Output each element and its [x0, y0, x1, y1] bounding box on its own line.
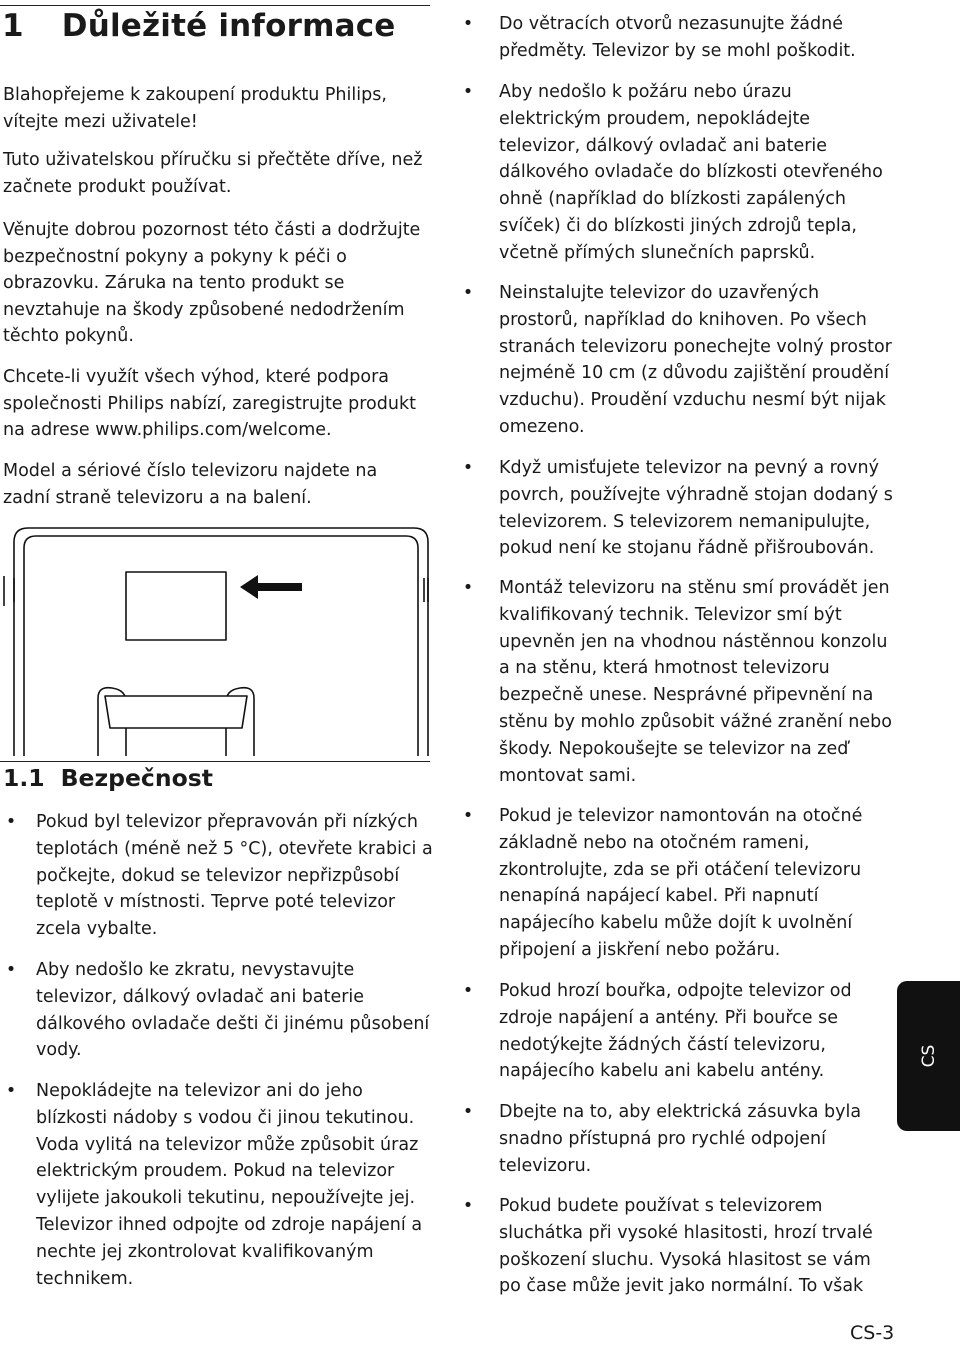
subsection-title: Bezpečnost [60, 764, 213, 792]
arrow-icon [240, 575, 302, 599]
safety-bullet [462, 280, 894, 441]
bullet-text: Pokud hrozí bouřka, odpojte televizor od zdroje napájení a antény. Při bouřce se nedotýkejte žádných částí televizoru, napájecího kabelu ani kabelu antény. [499, 981, 852, 1082]
section-title: Důležité informace [61, 8, 396, 44]
bullet-text: Montáž televizoru na stěnu smí provádět jen kvalifikovaný technik. Televizor smí být upevněn jen na vhodnou nástěnnou konzolu a na stěnu, která hmotnost televizoru bezpečně unese. Nesprávné připevnění na stěnu by mohlo způsobit vážné zranění nebo škody. Nepokoušejte se televizor na zeď montovat sami. [499, 578, 892, 786]
bullet-text: Aby nedošlo k požáru nebo úrazu elektrickým proudem, nepokládejte televizor, dálkový ovladač ani baterie dálkového ovladače do blízkosti otevřeného ohně (například do blízkosti zapálených svíček) či do blízkosti jiných zdrojů tepla, včetně přímých slunečních paprsků. [499, 82, 883, 263]
bullet-text: Když umisťujete televizor na pevný a rovný povrch, používejte výhradně stojan dodaný s televizorem. S televizorem nemanipulujte, pokud není ke stojanu řádně přišroubován. [499, 458, 893, 559]
language-tab-label: CS [918, 1044, 939, 1068]
language-tab [897, 981, 960, 1131]
bullet-dot: • [462, 283, 474, 303]
bullet-dot: • [462, 806, 474, 826]
bullet-dot: • [462, 458, 474, 478]
bullet-dot: • [462, 82, 474, 102]
intro-paragraph: Blahopřejeme k zakoupení produktu Philips, vítejte mezi uživatele! [3, 85, 387, 132]
bullet-text: Aby nedošlo ke zkratu, nevystavujte televizor, dálkový ovladač ani baterie dálkového ovladače dešti či jinému působení vody. [36, 960, 430, 1061]
safety-bullet [5, 1078, 436, 1292]
safety-bullet [462, 1193, 894, 1300]
safety-bullet [462, 575, 894, 789]
section-heading [2, 8, 396, 44]
safety-bullet [5, 957, 436, 1064]
safety-bullet [462, 803, 894, 964]
safety-bullet [5, 809, 436, 943]
label-sticker [126, 572, 226, 640]
intro-paragraph: Model a sériové číslo televizoru najdete na zadní straně televizoru a na balení. [3, 461, 378, 508]
bullet-text: Nepokládejte na televizor ani do jeho blízkosti nádoby s vodou či jinou tekutinou. Voda vylitá na televizor může způsobit úraz elektrickým proudem. Pokud na televizor vylijete jakoukoli tekutinu, nepoužívejte jej. Televizor ihned odpojte od zdroje napájení a nechte jej zkontrolovat kvalifikovaným technikem. [36, 1081, 423, 1289]
bullet-dot: • [5, 812, 17, 832]
bullet-text: Do větracích otvorů nezasunujte žádné předměty. Televizor by se mohl poškodit. [499, 14, 856, 61]
intro-paragraph: Chcete-li využít všech výhod, které podpora společnosti Philips nabízí, zaregistrujte produkt na adrese www.philips.com/welcome. [3, 367, 416, 440]
subsection-number: 1.1 [3, 764, 45, 792]
header-rule [0, 5, 430, 6]
section-number: 1 [2, 8, 24, 44]
bullet-text: Pokud je televizor namontován na otočné základně nebo na otočném rameni, zkontrolujte, zda se při otáčení televizoru nenapíná napájecí kabel. Při napnutí napájecího kabelu může dojít k uvolnění připojení a jiskření nebo požáru. [499, 806, 863, 960]
bullet-text: Dbejte na to, aby elektrická zásuvka byla snadno přístupná pro rychlé odpojení televizoru. [499, 1102, 862, 1176]
bullet-dot: • [5, 960, 17, 980]
bullet-dot: • [462, 578, 474, 598]
bullet-dot: • [5, 1081, 17, 1101]
bullet-dot: • [462, 981, 474, 1001]
bullet-text: Pokud byl televizor přepravován při nízkých teplotách (méně než 5 °C), otevřete krabici a počkejte, dokud se televizor nepřizpůsobí teplotě v místnosti. Teprve poté televizor zcela vybalte. [36, 812, 433, 940]
bullet-dot: • [462, 1196, 474, 1216]
bullet-text: Neinstalujte televizor do uzavřených prostorů, například do knihoven. Po všech stranách televizoru ponechejte volný prostor nejméně 10 cm (z důvodu zajištění proudění vzduchu). Proudění vzduchu nesmí být nijak omezeno. [499, 283, 892, 437]
bullet-dot: • [462, 14, 474, 34]
bullet-text: Pokud budete používat s televizorem sluchátka při vysoké hlasitosti, hrozí trvalé poškození sluchu. Vysoká hlasitost se vám po čase může jevit jako normální. To však [499, 1196, 873, 1297]
safety-bullet [462, 79, 894, 267]
bullet-dot: • [462, 1102, 474, 1122]
safety-bullet [462, 455, 894, 562]
safety-bullet [462, 1099, 894, 1179]
intro-paragraph: Věnujte dobrou pozornost této části a dodržujte bezpečnostní pokyny a pokyny k péči o obrazovku. Záruka na tento produkt se nevztahuje na škody způsobené nedodržením těchto pokynů. [3, 220, 421, 346]
safety-bullet [462, 11, 894, 65]
intro-paragraph: Tuto uživatelskou příručku si přečtěte dříve, než začnete produkt používat. [3, 150, 423, 197]
page-number: CS-3 [850, 1322, 895, 1344]
tv-back-illustration [0, 524, 432, 756]
section-rule [0, 761, 430, 762]
subsection-heading [3, 764, 213, 792]
safety-bullet [462, 978, 894, 1085]
